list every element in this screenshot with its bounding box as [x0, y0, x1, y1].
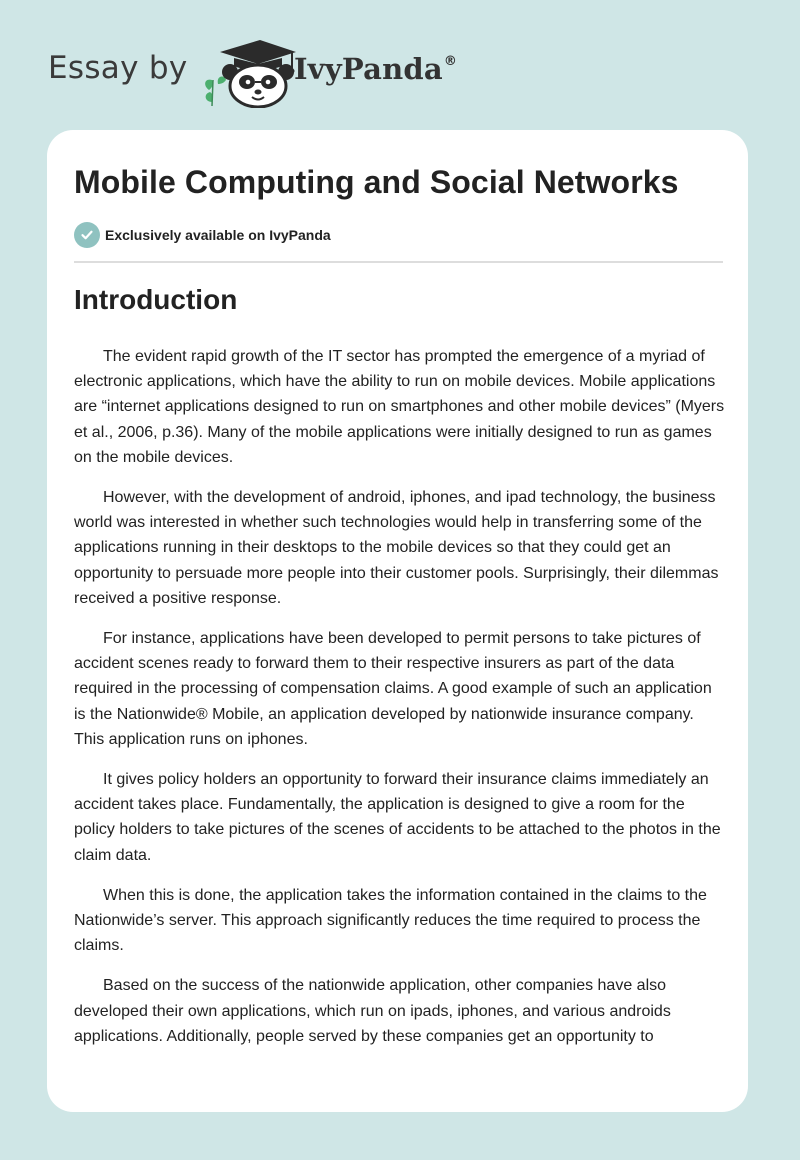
- site-header: [0, 0, 800, 130]
- article-title: Mobile Computing and Social Networks: [74, 164, 679, 200]
- paragraph: For instance, applications have been developed to permit persons to take pictures of accident scenes ready to forward them to their respective insurers as part of the data required in the processing of compensation claims. A good example of such an application is the Nationwide® Mobile, an application developed by nationwide insurance company. This application runs on iphones.: [74, 630, 712, 748]
- paragraph: The evident rapid growth of the IT sector has prompted the emergence of a myriad of electronic applications, which have the ability to run on mobile devices. Mobile applications are “internet applications designed to run on smartphones and other mobile devices” (Myers et al., 2006, p.36). Many of the mobile applications were initially designed to run as games on the mobile devices.: [74, 348, 725, 466]
- paragraph: It gives policy holders an opportunity to forward their insurance claims immediately an accident takes place. Fundamentally, the application is designed to give a room for the policy holders to take pictures of the scenes of accidents to be attached to the photos in the claim data.: [74, 771, 721, 864]
- article-body: [74, 344, 726, 1064]
- brand-text: IvyPanda: [294, 52, 443, 86]
- title-divider: [74, 261, 723, 263]
- exclusive-label: Exclusively available on IvyPanda: [105, 227, 331, 243]
- brand-name: [294, 52, 457, 86]
- paragraph: However, with the development of android, iphones, and ipad technology, the business world was interested in whether such technologies would help in transferring some of the applications running in their desktops to the mobile devices so that they could get an opportunity to persuade more people into their customer pools. Surprisingly, their dilemmas received a positive response.: [74, 489, 719, 607]
- section-heading: Introduction: [74, 284, 238, 315]
- check-circle-icon: [74, 222, 100, 248]
- paragraph: When this is done, the application takes the information contained in the claims to the Nationwide’s server. This approach significantly reduces the time required to process the claims.: [74, 886, 707, 955]
- essay-by-label: Essay by: [48, 50, 188, 86]
- panda-graduate-logo-icon[interactable]: [200, 36, 300, 108]
- exclusive-badge: [74, 222, 331, 248]
- registered-mark: ®: [443, 54, 458, 69]
- paragraph: Based on the success of the nationwide application, other companies have also developed their own applications, which run on ipads, iphones, and various androids applications. Additionally, people served by these companies get an opportunity to: [74, 977, 671, 1045]
- article-card: [47, 130, 748, 1112]
